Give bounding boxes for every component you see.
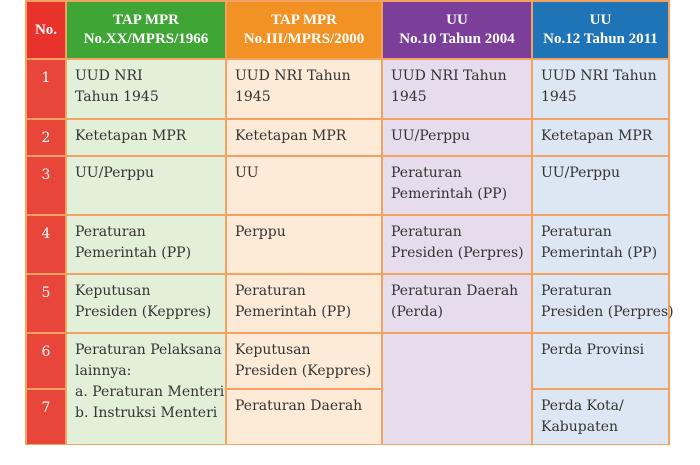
row-number: 1 — [27, 60, 65, 118]
table-header-row — [27, 2, 668, 58]
row-number: 5 — [27, 275, 65, 332]
cell-2011: Ketetapan MPR — [533, 120, 668, 155]
table-row — [27, 157, 668, 214]
row-number: 2 — [27, 120, 65, 155]
cell-2000: UUD NRI Tahun 1945 — [227, 60, 381, 118]
header-uu-2011: UU No.12 Tahun 2011 — [533, 2, 668, 58]
cell-2004: Peraturan Pemerintah (PP) — [383, 157, 531, 214]
header-tap-mpr-2000: TAP MPR No.III/MPRS/2000 — [227, 2, 381, 58]
table-row — [27, 216, 668, 273]
cell-2011: Peraturan Presiden (Perpres) — [533, 275, 668, 332]
cell-2000: Peraturan Daerah — [227, 390, 381, 444]
row-number: 7 — [27, 390, 65, 444]
table-row — [27, 334, 668, 388]
header-tap-mpr-1966: TAP MPR No.XX/MPRS/1966 — [67, 2, 225, 58]
cell-2011: UU/Perppu — [533, 157, 668, 214]
hierarchy-table — [25, 0, 674, 446]
cell-1966: UUD NRI Tahun 1945 — [67, 60, 225, 118]
cell-2011: UUD NRI Tahun 1945 — [533, 60, 668, 118]
table-row — [27, 275, 668, 332]
cell-1966-merged: Peraturan Pelaksana lainnya: a. Peraturan Menteri b. Instruksi Menteri — [67, 334, 225, 444]
cell-2004: Peraturan Daerah (Perda) — [383, 275, 531, 332]
cell-2004: Peraturan Presiden (Perpres) — [383, 216, 531, 273]
cell-2000: Keputusan Presiden (Keppres) — [227, 334, 381, 388]
cell-2011: Perda Kota/ Kabupaten — [533, 390, 668, 444]
row-number: 6 — [27, 334, 65, 388]
table-row — [27, 120, 668, 155]
cell-2011: Peraturan Pemerintah (PP) — [533, 216, 668, 273]
header-no: No. — [27, 2, 65, 58]
cell-2004-empty — [383, 334, 531, 444]
row-number: 4 — [27, 216, 65, 273]
header-uu-2004: UU No.10 Tahun 2004 — [383, 2, 531, 58]
cell-2000: Perppu — [227, 216, 381, 273]
table-row — [27, 60, 668, 118]
cell-2011: Perda Provinsi — [533, 334, 668, 388]
row-number: 3 — [27, 157, 65, 214]
cell-1966: UU/Perppu — [67, 157, 225, 214]
cell-2004: UU/Perppu — [383, 120, 531, 155]
cell-1966: Peraturan Pemerintah (PP) — [67, 216, 225, 273]
cell-1966: Keputusan Presiden (Keppres) — [67, 275, 225, 332]
cell-2000: Ketetapan MPR — [227, 120, 381, 155]
cell-2004: UUD NRI Tahun 1945 — [383, 60, 531, 118]
cell-2000: Peraturan Pemerintah (PP) — [227, 275, 381, 332]
cell-1966: Ketetapan MPR — [67, 120, 225, 155]
hierarchy-table-container — [25, 0, 674, 445]
cell-2000: UU — [227, 157, 381, 214]
